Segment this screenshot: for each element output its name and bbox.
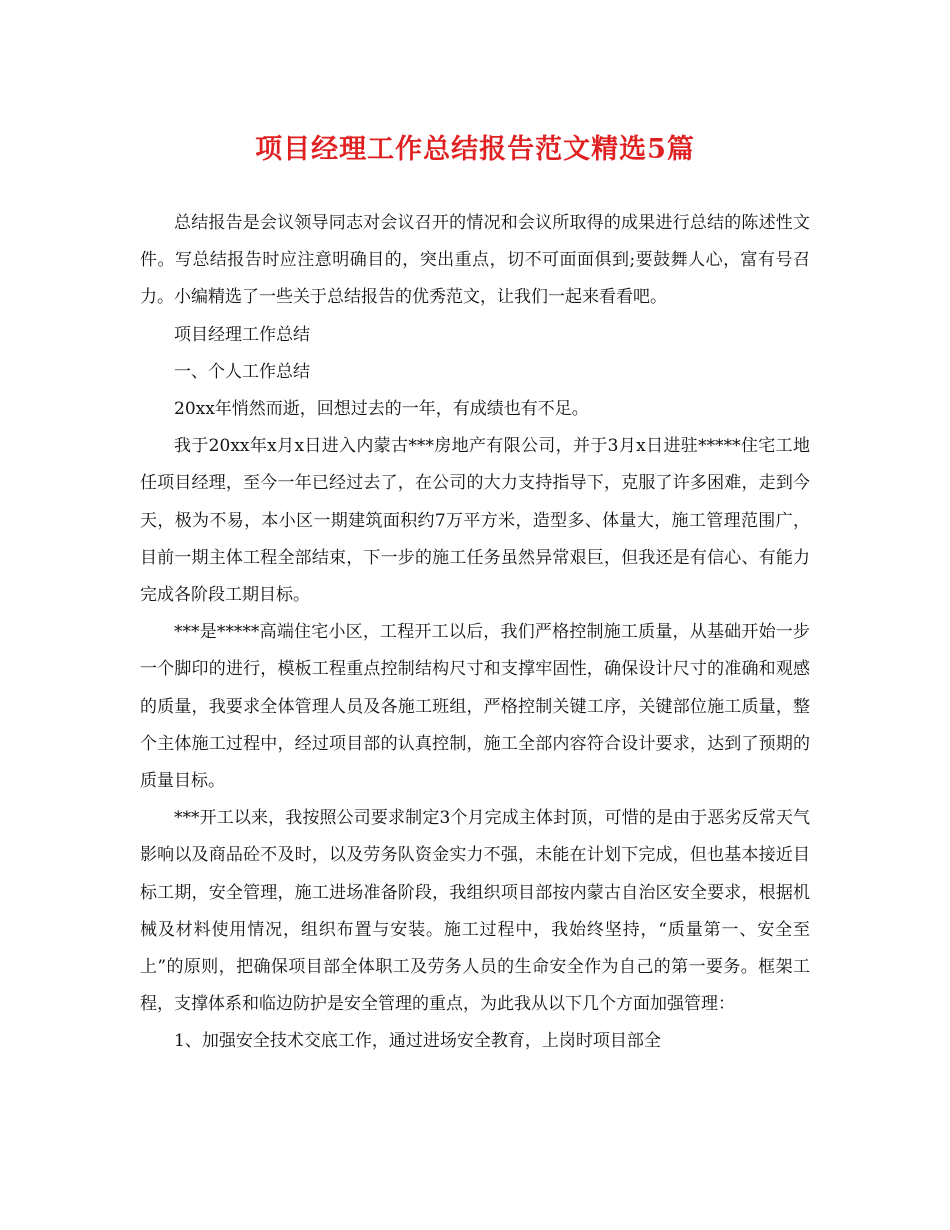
- section-heading: 项目经理工作总结: [174, 324, 310, 345]
- list-item: 1、加强安全技术交底工作，通过进场安全教育，上岗时项目部全: [174, 1031, 661, 1052]
- document-title: 项目经理工作总结报告范文精选5篇: [255, 134, 695, 165]
- body-paragraph: 20xx年悄然而逝，回想过去的一年，有成绩也有不足。: [174, 399, 589, 420]
- document-body: [140, 205, 810, 1061]
- subsection-heading: 一、个人工作总结: [174, 361, 310, 382]
- body-paragraph: ***开工以来，我按照公司要求制定3个月完成主体封顶，可惜的是由于恶劣反常天气影响以及商品砼不及时，以及劳务队资金实力不强，未能在计划下完成，但也基本接近目标工期，安全管理，施工进场准备阶段，我组织项目部按内蒙古自治区安全要求，根据机械及材料使用情况，组织布置与安装。施工过程中，我始终坚持，“质量第一、安全至上”的原则，把确保项目部全体职工及劳务人员的生命安全作为自己的第一要务。框架工程，支撑体系和临边防护是安全管理的重点，为此我从以下几个方面加强管理：: [140, 808, 810, 1015]
- body-paragraph: 我于20xx年x月x日进入内蒙古***房地产有限公司，并于3月x日进驻*****住宅工地任项目经理，至今一年已经过去了，在公司的大力支持指导下，克服了许多困难，走到今天，极为不易，本小区一期建筑面积约7万平方米，造型多、体量大，施工管理范围广，目前一期主体工程全部结束，下一步的施工任务虽然异常艰巨，但我还是有信心、有能力完成各阶段工期目标。: [140, 436, 810, 606]
- body-paragraph: ***是*****高端住宅小区，工程开工以后，我们严格控制施工质量，从基础开始一步一个脚印的进行，模板工程重点控制结构尺寸和支撑牢固性，确保设计尺寸的准确和观感的质量，我要求全体管理人员及各施工班组，严格控制关键工序，关键部位施工质量，整个主体施工过程中，经过项目部的认真控制，施工全部内容符合设计要求，达到了预期的质量目标。: [140, 622, 810, 792]
- intro-paragraph: 总结报告是会议领导同志对会议召开的情况和会议所取得的成果进行总结的陈述性文件。写总结报告时应注意明确目的，突出重点，切不可面面俱到;要鼓舞人心，富有号召力。小编精选了一些关于总结报告的优秀范文，让我们一起来看看吧。: [140, 213, 810, 308]
